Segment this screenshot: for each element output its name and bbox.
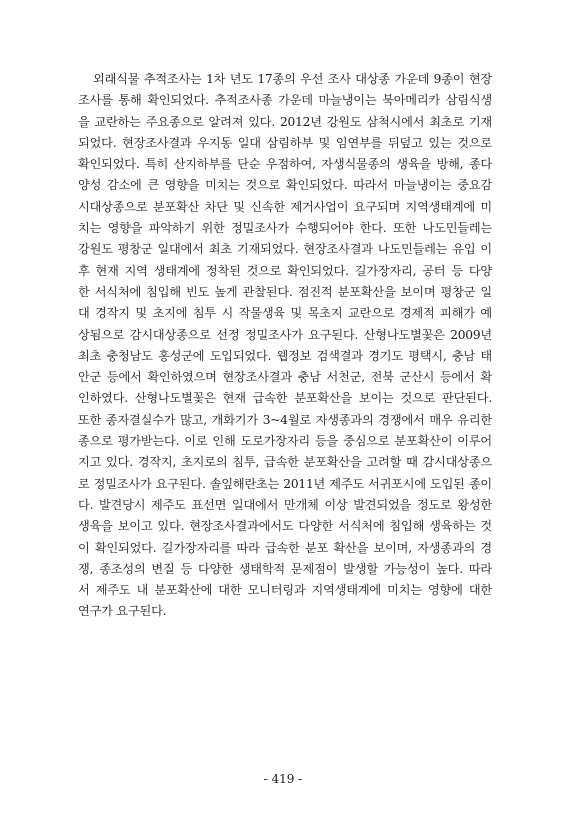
page-number: - 419 - [263, 772, 303, 786]
paragraph-line: 양성 감소에 큰 영향을 미치는 것으로 확인되었다. 따라서 마늘냉이는 중요감 [78, 178, 492, 193]
paragraph-line: 다. 발견당시 제주도 표선면 일대에서 만개체 이상 발견되었을 정도로 왕성한 [78, 497, 492, 512]
paragraph-line: 쟁, 종조성의 변질 등 다양한 생태학적 문제점이 발생할 가능성이 높다. 따라 [78, 561, 492, 576]
paragraph-line: 지고 있다. 경작지, 초지로의 침투, 급속한 분포확산을 고려할 때 감시대상종으 [78, 455, 492, 470]
paragraph-line: 생육을 보이고 있다. 현장조사결과에서도 다양한 서식처에 침입해 생육하는 것 [78, 519, 492, 534]
body-paragraph [78, 69, 492, 623]
paragraph-line: 되었다. 현장조사결과 우지동 일대 삼림하부 및 임연부를 뒤덮고 있는 것으로 [78, 135, 492, 150]
paragraph-line: 서 제주도 내 분포확산에 대한 모니터링과 지역생태계에 미치는 영향에 대한 [78, 583, 492, 598]
paragraph-line: 연구가 요구된다. [78, 604, 167, 619]
paragraph-line: 인하였다. 산형나도별꽃은 현재 급속한 분포확산을 보이는 것으로 판단된다. [78, 391, 492, 406]
paragraph-line: 치는 영향을 파악하기 위한 정밀조사가 수행되어야 한다. 또한 나도민들레는 [78, 221, 492, 236]
paragraph-line: 강원도 평창군 일대에서 최초 기재되었다. 현장조사결과 나도민들레는 유입 이 [78, 242, 492, 257]
paragraph-line: 한 서식처에 침입해 빈도 높게 관찰된다. 점진적 분포확산을 보이며 평창군 일 [78, 284, 492, 299]
paragraph-line: 최초 충청남도 홍성군에 도입되었다. 웹정보 검색결과 경기도 평택시, 충남 태 [78, 348, 492, 363]
paragraph-line: 확인되었다. 특히 산지하부를 단순 우점하여, 자생식물종의 생육을 방해, 종다 [78, 157, 492, 172]
paragraph-line: 을 교란하는 주요종으로 알려져 있다. 2012년 강원도 삼척시에서 최초로 기재 [78, 114, 492, 129]
paragraph-line: 시대상종으로 분포확산 차단 및 신속한 제거사업이 요구되며 지역생태계에 미 [78, 199, 492, 214]
paragraph-line: 조사를 통해 확인되었다. 추적조사종 가운데 마늘냉이는 북아메리카 삼림식생 [78, 93, 492, 108]
paragraph-line: 대 경작지 및 초지에 침투 시 작물생육 및 목초지 교란으로 경제적 피해가 예 [78, 306, 492, 321]
paragraph-line: 외래식물 추적조사는 1차 년도 17종의 우선 조사 대상종 가운데 9종이 현장 [93, 72, 492, 86]
paragraph-line: 이 확인되었다. 길가장자리를 따라 급속한 분포 확산을 보이며, 자생종과의 경 [78, 540, 492, 555]
paragraph-line: 상됨으로 감시대상종으로 선정 정밀조사가 요구된다. 산형나도별꽃은 2009년 [78, 327, 492, 342]
paragraph-line: 후 현재 지역 생태계에 정착된 것으로 확인되었다. 길가장자리, 공터 등 다양 [78, 263, 492, 278]
paragraph-line: 안군 등에서 확인하였으며 현장조사결과 충남 서천군, 전북 군산시 등에서 확 [78, 370, 492, 385]
paragraph-line: 종으로 평가받는다. 이로 인해 도로가장자리 등을 중심으로 분포확산이 이루어 [78, 434, 492, 449]
paragraph-line: 또한 종자결실수가 많고, 개화기가 3~4월로 자생종과의 경쟁에서 매우 유리한 [78, 412, 492, 427]
paragraph-line: 로 정밀조사가 요구된다. 솔잎해란초는 2011년 제주도 서귀포시에 도입된 종이 [78, 476, 492, 491]
